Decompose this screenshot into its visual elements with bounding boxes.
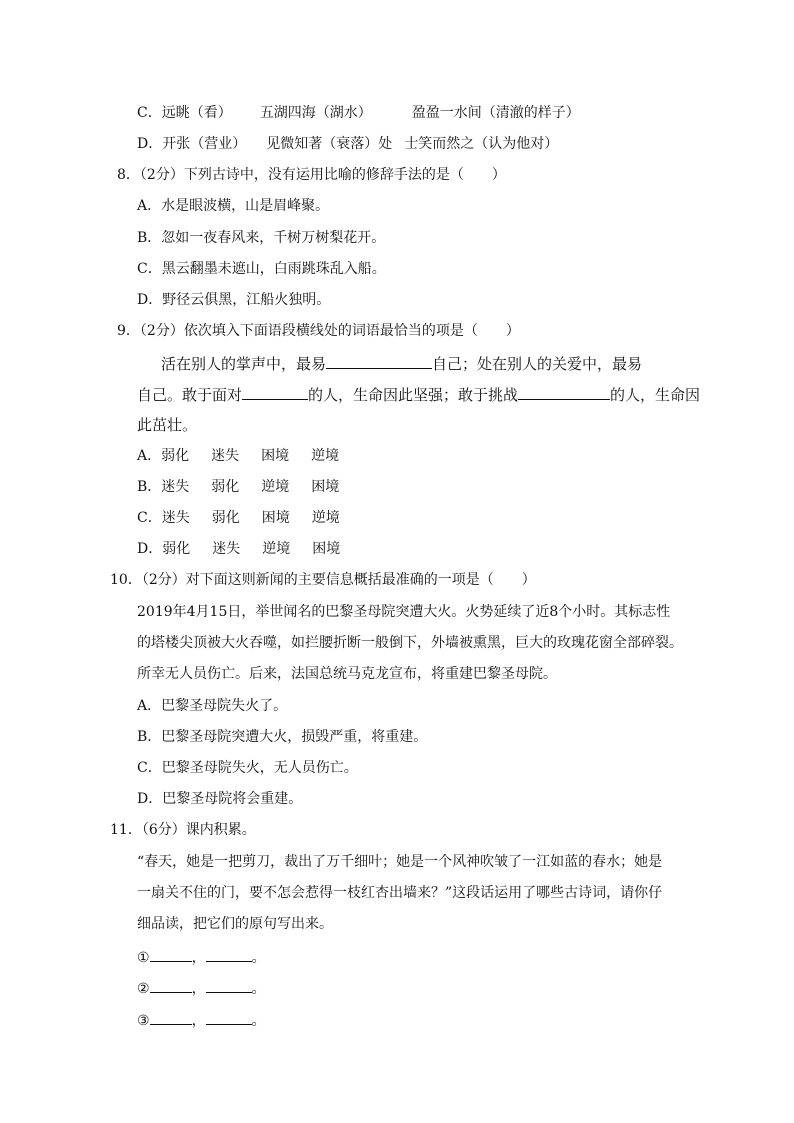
q9-option-b-1: B．迷失 bbox=[137, 479, 190, 495]
q9-option-d bbox=[137, 540, 340, 558]
q7-option-c-b: 五湖四海（湖水） bbox=[259, 105, 372, 121]
q9-stem: 9．（2分）依次填入下面语段横线处的词语最恰当的项是（ ） bbox=[117, 323, 520, 339]
q11-blank-1b[interactable] bbox=[206, 947, 252, 962]
q11-num-1: ① bbox=[137, 950, 150, 966]
q7-option-d-label: D．开张（营业） bbox=[137, 136, 247, 152]
q7-option-c bbox=[137, 104, 580, 122]
q11-answer-line-3 bbox=[137, 1010, 266, 1030]
q9-blank-1 bbox=[326, 354, 432, 369]
q8-option-b: B．忽如一夜春风来，千树万树梨花开。 bbox=[137, 230, 386, 246]
q11-answer-line-1 bbox=[137, 947, 266, 967]
q9-text-1: 活在别人的掌声中，最易 bbox=[161, 355, 327, 373]
q9-passage-line-3: 此茁壮。 bbox=[137, 416, 198, 434]
q11-end-2: 。 bbox=[251, 981, 266, 997]
q11-blank-3b[interactable] bbox=[206, 1010, 252, 1025]
q8-stem: 8．（2分）下列古诗中，没有运用比喻的修辞手法的是（ ） bbox=[117, 167, 506, 183]
q9-option-c-1: C．迷失 bbox=[137, 510, 190, 526]
q10-option-b: B．巴黎圣母院突遭大火，损毁严重，将重建。 bbox=[137, 729, 428, 745]
q11-sep-3: ， bbox=[191, 1013, 206, 1029]
q11-passage-line-2: 一扇关不住的门，要不怎会惹得一枝红杏出墙来？”这段话运用了哪些古诗词，请你仔 bbox=[137, 885, 663, 901]
q11-answer-line-2 bbox=[137, 978, 266, 998]
q10-stem: 10．（2分）对下面这则新闻的主要信息概括最准确的一项是（ ） bbox=[110, 572, 536, 588]
q9-option-d-4: 困境 bbox=[312, 541, 341, 557]
q11-blank-2a[interactable] bbox=[150, 978, 192, 993]
q9-option-d-1: D．弱化 bbox=[137, 541, 191, 557]
q8-option-d: D．野径云俱黑，江船火独明。 bbox=[137, 292, 331, 308]
q9-option-c-2: 弱化 bbox=[211, 510, 240, 526]
q11-passage-line-3: 细品读，把它们的原句写出来。 bbox=[137, 916, 333, 932]
q8-option-a: A．水是眼波横，山是眉峰聚。 bbox=[137, 198, 330, 214]
q10-option-c: C．巴黎圣母院失火，无人员伤亡。 bbox=[137, 760, 358, 776]
q11-blank-2b[interactable] bbox=[206, 978, 252, 993]
q7-option-d bbox=[137, 135, 558, 153]
q9-option-a-3: 困境 bbox=[261, 448, 290, 464]
q9-text-5: 的人，生命因 bbox=[610, 386, 701, 404]
q7-option-d-c: 士笑而然之（认为他对） bbox=[404, 136, 559, 152]
q9-blank-3 bbox=[518, 385, 610, 400]
q11-blank-3a[interactable] bbox=[150, 1010, 192, 1025]
q9-text-4: 的人，生命因此坚强；敢于挑战 bbox=[308, 386, 519, 404]
q9-option-a bbox=[137, 447, 339, 465]
q11-passage-line-1: “春天，她是一把剪刀，裁出了万千细叶；她是一个风神吹皱了一江如蓝的春水；她是 bbox=[137, 854, 663, 870]
q9-option-b bbox=[137, 478, 339, 496]
q9-passage-line-1 bbox=[161, 354, 642, 373]
q9-option-a-1: A．弱化 bbox=[137, 448, 190, 464]
q11-end-1: 。 bbox=[251, 950, 266, 966]
q10-passage-line-3: 所幸无人员伤亡。后来，法国总统马克龙宣布，将重建巴黎圣母院。 bbox=[137, 666, 557, 682]
q9-option-c bbox=[137, 509, 340, 527]
q9-option-a-4: 逆境 bbox=[311, 448, 340, 464]
q10-option-a: A．巴黎圣母院失火了。 bbox=[137, 698, 288, 714]
q11-blank-1a[interactable] bbox=[150, 947, 192, 962]
q11-stem: 11．（6分）课内积累。 bbox=[110, 822, 256, 838]
q9-option-b-4: 困境 bbox=[311, 479, 340, 495]
q9-option-d-3: 逆境 bbox=[262, 541, 291, 557]
q9-option-c-4: 逆境 bbox=[311, 510, 340, 526]
q9-option-a-2: 迷失 bbox=[211, 448, 240, 464]
q9-option-d-2: 迷失 bbox=[212, 541, 241, 557]
q10-passage-line-1: 2019年4月15日，举世闻名的巴黎圣母院突遭大火。火势延续了近8个小时。其标志性 bbox=[137, 604, 671, 620]
q7-option-c-label: C．远眺（看） bbox=[137, 105, 232, 121]
q11-num-3: ③ bbox=[137, 1013, 150, 1029]
q11-sep-2: ， bbox=[191, 981, 206, 997]
q7-option-d-b: 见微知著（衰落）处 bbox=[266, 136, 393, 152]
q9-text-2: 自己；处在别人的关爱中，最易 bbox=[432, 355, 643, 373]
q9-option-c-3: 困境 bbox=[261, 510, 290, 526]
q8-option-c: C．黑云翻墨未遮山，白雨跳珠乱入船。 bbox=[137, 261, 386, 277]
q9-option-b-3: 逆境 bbox=[261, 479, 290, 495]
q9-passage-line-2 bbox=[137, 385, 700, 404]
q11-end-3: 。 bbox=[251, 1013, 266, 1029]
q9-blank-2 bbox=[242, 385, 308, 400]
q10-option-d: D．巴黎圣母院将会重建。 bbox=[137, 791, 303, 807]
q11-num-2: ② bbox=[137, 981, 150, 997]
q9-option-b-2: 弱化 bbox=[211, 479, 240, 495]
q11-sep-1: ， bbox=[191, 950, 206, 966]
q9-text-3: 自己。敢于面对 bbox=[137, 386, 243, 404]
q10-passage-line-2: 的塔楼尖顶被大火吞噬，如拦腰折断一般倒下，外墙被熏黑，巨大的玫瑰花窗全部碎裂。 bbox=[137, 635, 683, 651]
q7-option-c-c: 盈盈一水间（清澈的样子） bbox=[411, 105, 580, 121]
